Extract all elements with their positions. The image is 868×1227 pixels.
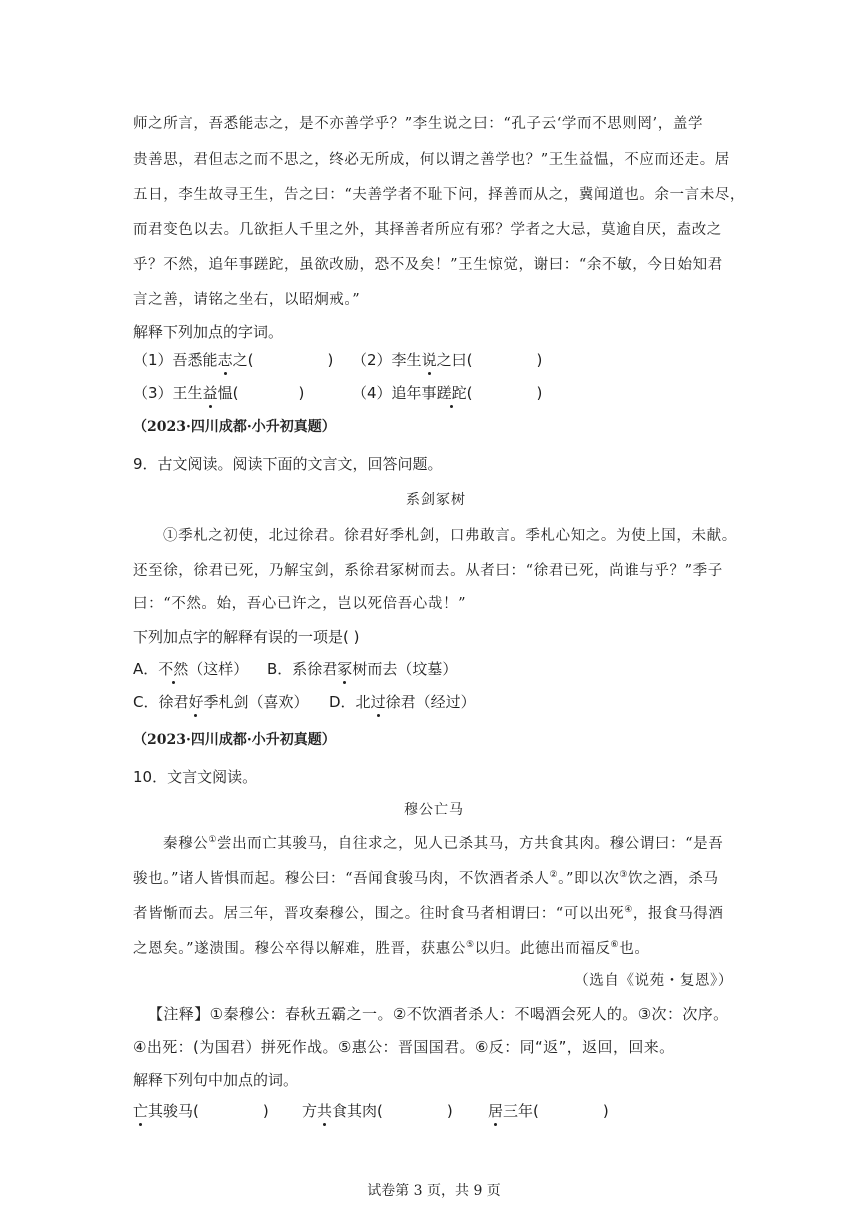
- emphasis-dot-char: 志: [217, 351, 233, 369]
- passage-line: 贵善思，君但志之而不思之，终必无所成，何以谓之善学也？”王生益愠，不应而还走。居: [133, 152, 730, 168]
- q9-option-c[interactable]: C．徐君好季札剑（喜欢）: [133, 693, 309, 711]
- passage-line: 五日，李生故寻王生，告之曰：“夫善学者不耻下问，择善而从之，冀闻道也。余一言未尽，: [133, 187, 746, 203]
- emphasis-dot-char: 共: [317, 1102, 333, 1120]
- page-footer: 试卷第 3 页，共 9 页: [367, 1183, 501, 1199]
- q9-source: （2023·四川成都·小升初真题）: [133, 419, 336, 435]
- q8-item-1: （1）吾悉能志之( ): [133, 351, 334, 369]
- passage-line: 者皆惭而去。居三年，晋攻秦穆公，围之。往时食马者相谓曰：“可以出死④，报食马得酒: [133, 905, 724, 922]
- emphasis-dot-char: 蹉跎: [436, 384, 467, 402]
- passage-line: 师之所言，吾悉能志之，是不亦善学乎？”李生说之曰：“孔子云‘学而不思则罔’，盖学: [133, 116, 704, 132]
- footnote-marker: ①: [208, 835, 217, 846]
- passage-line: 骏也。”诸人皆惧而起。穆公曰：“吾闻食骏马肉，不饮酒者杀人②。”即以次③饮之酒，杀马: [133, 870, 719, 887]
- footnote-marker: ⑥: [610, 940, 620, 951]
- q8-instruction: 解释下列加点的字词。: [133, 323, 284, 341]
- q10-citation: （选自《说苑・复恩》）: [574, 973, 733, 989]
- q10-source: （2023·四川成都·小升初真题）: [133, 732, 336, 748]
- emphasis-dot-char: 亡: [133, 1102, 149, 1120]
- q10-item-3: 居三年( ): [488, 1102, 609, 1120]
- q9-option-a[interactable]: A．不然（这样）: [133, 660, 249, 678]
- passage-line: 秦穆公①尝出而亡其骏马，自往求之，见人已杀其马，方共食其肉。穆公谓曰：“是吾: [163, 835, 724, 852]
- q9-question: 9．古文阅读。阅读下面的文言文，回答问题。: [133, 455, 443, 473]
- emphasis-dot-char: 说: [421, 351, 437, 369]
- passage-line: 言之善，请铭之坐右，以昭炯戒。”: [133, 292, 361, 308]
- emphasis-dot-char: 居: [488, 1102, 504, 1120]
- q8-item-2: （2）李生说之曰( ): [352, 351, 543, 369]
- passage-line: ①季札之初使，北过徐君。徐君好季札剑，口弗敢言。季札心知之。为使上国，未献。: [163, 528, 737, 544]
- emphasis-dot-char: 益: [202, 384, 218, 402]
- q10-item-1: 亡其骏马( ): [133, 1102, 269, 1120]
- q8-item-3: （3）王生益愠( ): [133, 384, 305, 402]
- footnote-marker: ⑤: [465, 940, 475, 951]
- q9-option-b[interactable]: B．系徐君冢树而去（坟墓）: [267, 660, 458, 678]
- q10-question: 10．文言文阅读。: [133, 768, 258, 786]
- q10-note-line: 【注释】①秦穆公：春秋五霸之一。②不饮酒者杀人：不喝酒会死人的。③次：次序。: [148, 1005, 729, 1023]
- q10-title: 穆公亡马: [404, 802, 464, 818]
- footnote-marker: ②: [549, 870, 559, 881]
- footnote-marker: ③: [619, 870, 628, 881]
- q9-prompt: 下列加点字的解释有误的一项是( ): [133, 628, 360, 646]
- q10-instruction: 解释下列句中加点的词。: [133, 1071, 299, 1089]
- footnote-marker: ④: [624, 905, 633, 916]
- passage-line: 乎？不然，追年事蹉跎，虽欲改励，恐不及矣！”王生惊觉，谢曰：“余不敏，今日始知君: [133, 257, 723, 273]
- q10-note-line: ④出死：(为国君）拼死作战。⑤惠公：晋国国君。⑥反：同“返”，返回，回来。: [133, 1038, 675, 1056]
- emphasis-dot-char: 不然: [158, 660, 189, 678]
- emphasis-dot-char: 冢: [337, 660, 353, 678]
- emphasis-dot-char: 好: [188, 693, 204, 711]
- passage-line: 而君变色以去。几欲拒人千里之外，其择善者所应有邪？学者之大忌，莫逾自厌，盍改之: [133, 222, 722, 238]
- passage-line: 曰：“不然。始，吾心已许之，岂以死倍吾心哉！”: [133, 596, 467, 612]
- q9-title: 系剑冢树: [406, 492, 466, 508]
- q8-item-4: （4）追年事蹉跎( ): [352, 384, 543, 402]
- q9-option-d[interactable]: D．北过徐君（经过）: [329, 693, 476, 711]
- passage-line: 还至徐，徐君已死，乃解宝剑，系徐君冢树而去。从者曰：“徐君已死，尚谁与乎？”季子: [133, 563, 723, 579]
- emphasis-dot-char: 过: [370, 693, 386, 711]
- passage-line: 之恩矣。”遂溃围。穆公卒得以解难，胜晋，获惠公⑤以归。此德出而福反⑥也。: [133, 940, 650, 957]
- q10-item-2: 方共食其肉( ): [302, 1102, 453, 1120]
